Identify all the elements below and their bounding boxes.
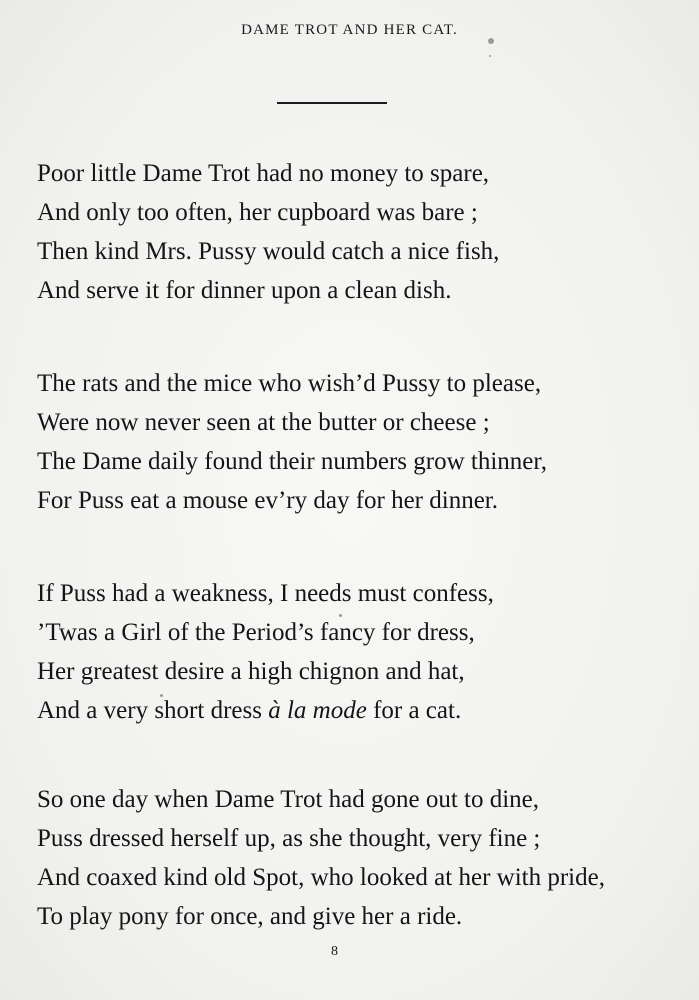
stanza-1 xyxy=(37,154,677,310)
paper-speck xyxy=(488,38,494,44)
poem-line: And only too often, her cupboard was bare ; xyxy=(37,199,478,226)
poem-line: ’Twas a Girl of the Period’s fancy for dress, xyxy=(37,619,475,646)
stanza-2 xyxy=(37,364,677,520)
paper-speck xyxy=(489,55,491,57)
poem-line: And coaxed kind old Spot, who looked at her with pride, xyxy=(37,864,605,891)
poem-line: And a very short dress à la mode for a cat. xyxy=(37,697,462,724)
title-rule xyxy=(277,102,387,104)
running-head: DAME TROT AND HER CAT. xyxy=(241,22,458,38)
poem-line: The Dame daily found their numbers grow thinner, xyxy=(37,448,547,475)
poem-line: The rats and the mice who wish’d Pussy to please, xyxy=(37,370,542,397)
page-number: 8 xyxy=(331,944,338,959)
poem-line: For Puss eat a mouse ev’ry day for her dinner. xyxy=(37,487,498,514)
paper-speck xyxy=(160,694,163,697)
poem-line: So one day when Dame Trot had gone out to dine, xyxy=(37,786,540,813)
poem-line: Then kind Mrs. Pussy would catch a nice fish, xyxy=(37,238,500,265)
poem-line: Were now never seen at the butter or cheese ; xyxy=(37,409,490,436)
poem-line: To play pony for once, and give her a ride. xyxy=(37,903,463,930)
stanza-3 xyxy=(37,574,677,730)
paper-speck xyxy=(339,614,342,617)
poem-line: Puss dressed herself up, as she thought, very fine ; xyxy=(37,825,541,852)
italic-phrase: à la mode xyxy=(268,697,367,724)
poem-line: If Puss had a weakness, I needs must confess, xyxy=(37,580,494,607)
poem-line: And serve it for dinner upon a clean dish. xyxy=(37,277,452,304)
stanza-4 xyxy=(37,780,677,936)
poem-line: Poor little Dame Trot had no money to spare, xyxy=(37,160,490,187)
poem-line: Her greatest desire a high chignon and hat, xyxy=(37,658,465,685)
